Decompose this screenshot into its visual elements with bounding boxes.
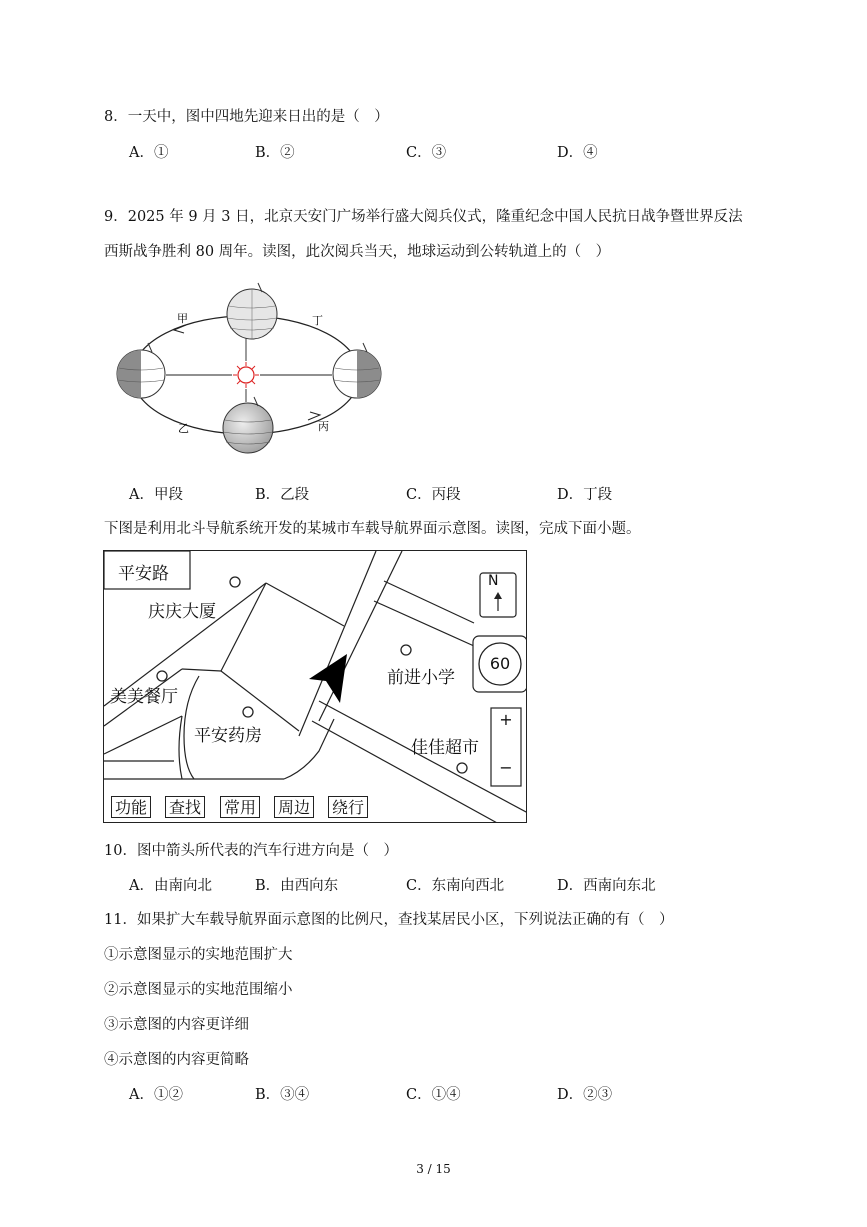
place-label-qingqing-building: 庆庆大厦 (148, 602, 216, 622)
q9-option-d: D．丁段 (557, 487, 613, 503)
q11-option-c: C．①④ (406, 1087, 461, 1103)
q9-option-a: A．甲段 (129, 487, 183, 503)
car-direction-arrow (309, 654, 347, 703)
q9-option-c: C．丙段 (406, 487, 461, 503)
q11-statement-2: ②示意图显示的实地范围缩小 (104, 982, 293, 998)
map-intro-text: 下图是利用北斗导航系统开发的某城市车载导航界面示意图。读图，完成下面小题。 (104, 521, 641, 537)
q10-option-b: B．由西向东 (255, 878, 339, 894)
orbit-label-ding: 丁 (312, 314, 323, 327)
question-8-stem: 8．一天中，图中四地先迎来日出的是（ ） (104, 109, 389, 125)
marker-qingqing-building (230, 577, 240, 587)
q9-option-b: B．乙段 (255, 487, 310, 503)
nav-button-detour[interactable]: 绕行 (328, 796, 368, 818)
q11-statement-4: ④示意图的内容更简略 (104, 1052, 249, 1068)
place-label-qianjin-school: 前进小学 (387, 668, 455, 688)
north-label: N (488, 573, 499, 589)
earth-orbit-diagram (108, 280, 388, 460)
globe-top (227, 283, 277, 339)
marker-jiajia-supermarket (457, 763, 467, 773)
marker-pingan-pharmacy (243, 707, 253, 717)
q8-option-a: A．① (129, 145, 169, 161)
q11-statement-1: ①示意图显示的实地范围扩大 (104, 947, 293, 963)
globe-left (117, 343, 165, 398)
q8-option-b: B．② (255, 145, 295, 161)
q10-option-d: D．西南向东北 (557, 878, 656, 894)
place-label-pingan-pharmacy: 平安药房 (194, 726, 262, 746)
zoom-out-button[interactable]: − (499, 758, 513, 777)
orbit-label-jia: 甲 (177, 312, 188, 325)
nav-button-search[interactable]: 查找 (165, 796, 205, 818)
q10-option-a: A．由南向北 (129, 878, 212, 894)
marker-meimei-restaurant (157, 671, 167, 681)
globe-right (333, 343, 381, 398)
marker-qianjin-school (401, 645, 411, 655)
q11-option-b: B．③④ (255, 1087, 310, 1103)
orbit-label-yi: 乙 (178, 422, 189, 435)
orbit-label-bing: 丙 (318, 420, 329, 433)
question-9-stem-line1: 9．2025 年 9 月 3 日，北京天安门广场举行盛大阅兵仪式，隆重纪念中国人民抗日战争暨世界反法 (104, 209, 743, 225)
zoom-in-button[interactable]: + (499, 710, 513, 729)
nav-button-frequent[interactable]: 常用 (220, 796, 260, 818)
navigation-map (103, 550, 527, 823)
q11-option-a: A．①② (129, 1087, 183, 1103)
sun-icon (233, 362, 259, 388)
q8-option-d: D．④ (557, 145, 598, 161)
nav-button-function[interactable]: 功能 (111, 796, 151, 818)
globe-bottom (223, 397, 273, 453)
place-label-jiajia-supermarket: 佳佳超市 (411, 738, 479, 758)
page-number: 3 / 15 (416, 1162, 451, 1176)
speed-limit-sign: 60 (489, 654, 511, 673)
q11-option-d: D．②③ (557, 1087, 613, 1103)
q8-option-c: C．③ (406, 145, 447, 161)
q10-option-c: C．东南向西北 (406, 878, 505, 894)
question-11-stem: 11．如果扩大车载导航界面示意图的比例尺，查找某居民小区，下列说法正确的有（ ） (104, 912, 674, 928)
question-10-stem: 10．图中箭头所代表的汽车行进方向是（ ） (104, 843, 398, 859)
nav-button-nearby[interactable]: 周边 (274, 796, 314, 818)
road-name-label: 平安路 (118, 564, 169, 584)
question-9-stem-line2: 西斯战争胜利 80 周年。读图，此次阅兵当天，地球运动到公转轨道上的（ ） (104, 244, 611, 260)
q11-statement-3: ③示意图的内容更详细 (104, 1017, 249, 1033)
place-label-meimei-restaurant: 美美餐厅 (110, 687, 178, 707)
